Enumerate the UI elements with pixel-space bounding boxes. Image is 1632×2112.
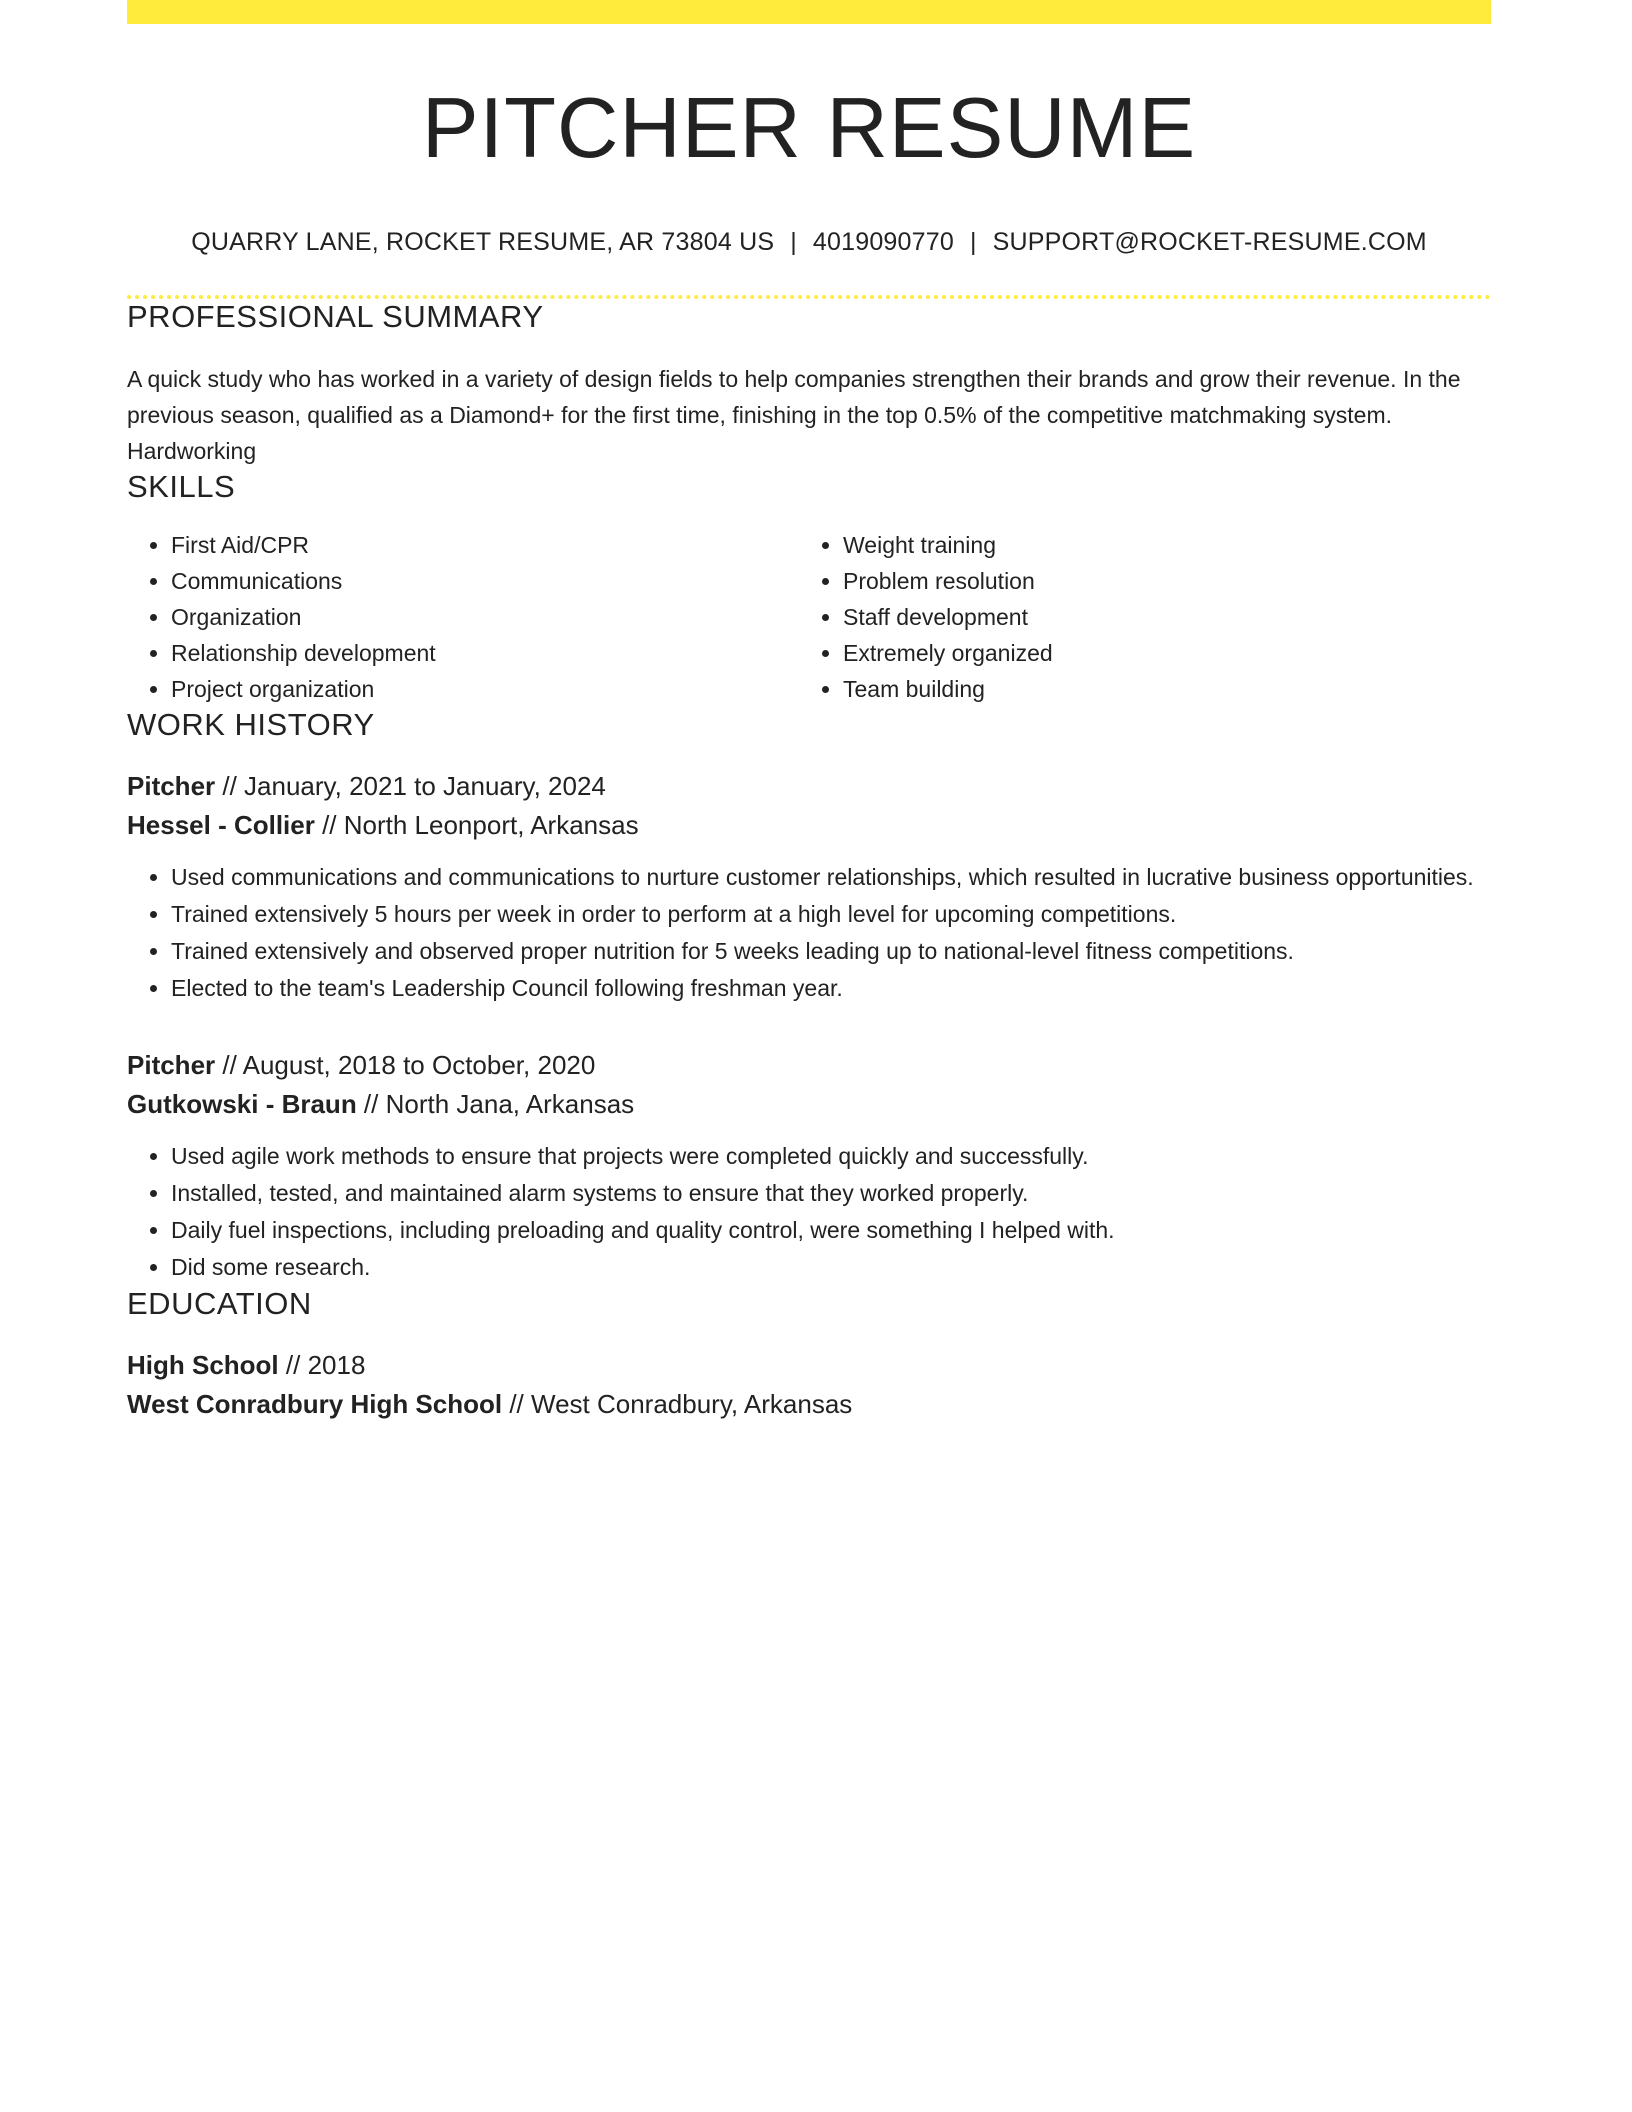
education-degree: High School xyxy=(127,1349,279,1380)
job-bullet: • Elected to the team's Leadership Council following freshman year. xyxy=(171,970,1491,1006)
work-history-heading: WORK HISTORY xyxy=(127,706,375,742)
skill-item: • Relationship development xyxy=(171,635,799,671)
skill-item: • Weight training xyxy=(843,527,1471,563)
resume-title: PITCHER RESUME xyxy=(421,81,1197,176)
job-bullet: • Installed, tested, and maintained alarm systems to ensure that they worked properly. xyxy=(171,1175,1491,1211)
summary-section xyxy=(127,299,1491,469)
job-bullet: • Trained extensively 5 hours per week in order to perform at a high level for upcoming competitions. xyxy=(171,896,1491,932)
skills-heading: SKILLS xyxy=(127,468,236,504)
summary-heading: PROFESSIONAL SUMMARY xyxy=(127,298,544,334)
job-bullet: • Used communications and communications to nurture customer relationships, which resulted in lucrative business opportunities. xyxy=(171,859,1491,895)
job-company: Hessel - Collier xyxy=(127,809,315,840)
job-location: // North Jana, Arkansas xyxy=(356,1088,635,1119)
skill-item: • Team building xyxy=(843,671,1471,707)
skills-list-left xyxy=(127,527,799,707)
skill-item: • Problem resolution xyxy=(843,563,1471,599)
job-company-line xyxy=(127,806,1491,845)
contact-separator: | xyxy=(969,227,977,256)
skill-item: • Staff development xyxy=(843,599,1471,635)
skill-item: • First Aid/CPR xyxy=(171,527,799,563)
education-year: // 2018 xyxy=(278,1349,366,1380)
job-role: Pitcher xyxy=(127,770,216,801)
education-school: West Conradbury High School xyxy=(127,1388,503,1419)
contact-separator: | xyxy=(790,227,797,256)
summary-text: A quick study who has worked in a variety of design fields to help companies strengthen their brands and grow their revenue. In the previous season, qualified as a Diamond+ for the first time, finishing in the top 0.5% of the competitive matchmaking system. Hardworking xyxy=(127,365,1461,464)
skill-item: • Project organization xyxy=(171,671,799,707)
education-heading: EDUCATION xyxy=(127,1285,312,1321)
job-company: Gutkowski - Braun xyxy=(127,1088,357,1119)
skills-columns xyxy=(127,527,1491,707)
skill-item: • Extremely organized xyxy=(843,635,1471,671)
skills-section xyxy=(127,469,1491,707)
job-heading xyxy=(127,767,1491,845)
job-bullets xyxy=(127,859,1491,1006)
education-school-line xyxy=(127,1385,1491,1424)
education-entry xyxy=(127,1346,1491,1424)
resume-page xyxy=(127,0,1491,1424)
work-history-section xyxy=(127,707,1491,1285)
job-bullet: • Did some research. xyxy=(171,1249,1491,1285)
job-entry xyxy=(127,1046,1491,1285)
skill-item: • Organization xyxy=(171,599,799,635)
accent-bar xyxy=(127,0,1491,24)
job-bullet: • Trained extensively and observed proper nutrition for 5 weeks leading up to national-level fitness competitions. xyxy=(171,933,1491,969)
education-location: // West Conradbury, Arkansas xyxy=(502,1388,853,1419)
education-section xyxy=(127,1286,1491,1424)
job-role-line xyxy=(127,767,1491,806)
job-heading xyxy=(127,1046,1491,1124)
skill-item: • Communications xyxy=(171,563,799,599)
skills-list-right xyxy=(799,527,1471,707)
job-dates: // January, 2021 to January, 2024 xyxy=(215,770,606,801)
contact-phone: 4019090770 xyxy=(812,227,954,256)
job-bullet: • Used agile work methods to ensure that projects were completed quickly and successfully. xyxy=(171,1138,1491,1174)
job-company-line xyxy=(127,1085,1491,1124)
job-entry xyxy=(127,767,1491,1006)
job-role: Pitcher xyxy=(127,1049,216,1080)
job-location: // North Leonport, Arkansas xyxy=(314,809,639,840)
job-role-line xyxy=(127,1046,1491,1085)
education-degree-line xyxy=(127,1346,1491,1385)
job-bullet: • Daily fuel inspections, including preloading and quality control, were something I helped with. xyxy=(171,1212,1491,1248)
job-dates: // August, 2018 to October, 2020 xyxy=(215,1049,596,1080)
contact-address: QUARRY LANE, ROCKET RESUME, AR 73804 US xyxy=(191,227,775,256)
contact-line xyxy=(127,228,1491,257)
job-bullets xyxy=(127,1138,1491,1285)
contact-email: SUPPORT@ROCKET-RESUME.COM xyxy=(992,227,1427,256)
